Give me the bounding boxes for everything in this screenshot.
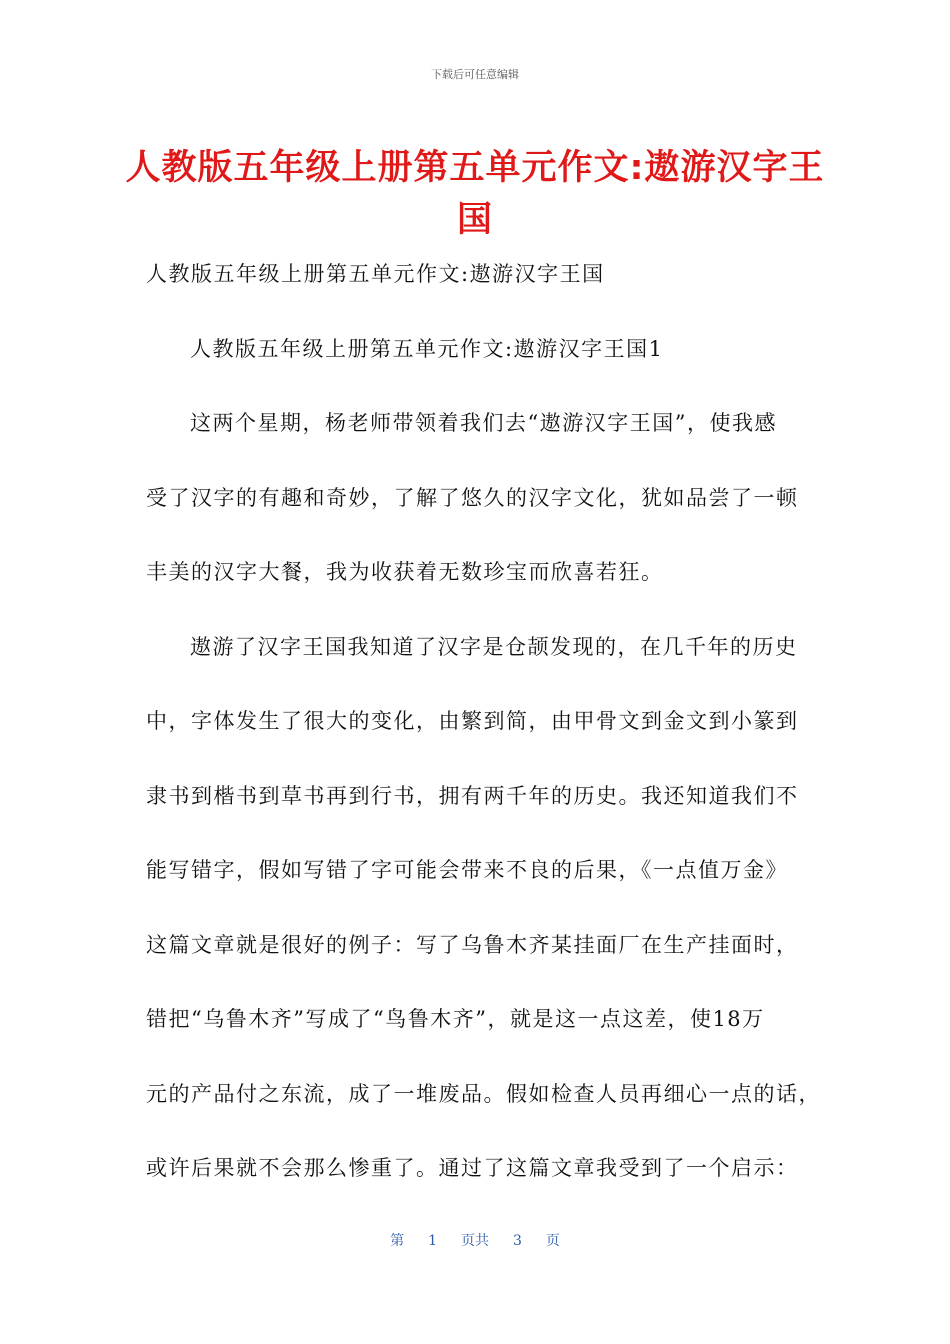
paragraph-line: 中，字体发生了很大的变化，由繁到简，由甲骨文到金文到小篆到 xyxy=(146,709,799,733)
paragraph-line: 这两个星期，杨老师带领着我们去“遨游汉字王国”，使我感 xyxy=(190,411,777,435)
paragraph-line: 丰美的汉字大餐，我为收获着无数珍宝而欣喜若狂。 xyxy=(146,560,664,584)
total-pages: 3 xyxy=(513,1233,522,1249)
paragraph-line: 遨游了汉字王国我知道了汉字是仓颉发现的，在几千年的历史 xyxy=(190,635,798,659)
page-label: 第 xyxy=(390,1233,405,1249)
document-title: 人教版五年级上册第五单元作文:遨游汉字王国 xyxy=(125,148,825,240)
page-number: 1 xyxy=(428,1233,437,1249)
total-label: 页共 xyxy=(461,1233,489,1249)
header-note: 下载后可任意编辑 xyxy=(431,68,519,81)
paragraph-line: 隶书到楷书到草书再到行书，拥有两千年的历史。我还知道我们不 xyxy=(146,784,799,808)
paragraph-line: 或许后果就不会那么惨重了。通过了这篇文章我受到了一个启示： xyxy=(146,1156,799,1180)
section-heading: 人教版五年级上册第五单元作文:遨游汉字王国1 xyxy=(190,337,664,361)
paragraph-line: 错把“乌鲁木齐”写成了“鸟鲁木齐”，就是这一点这差，使18万 xyxy=(146,1007,765,1031)
intro-line: 人教版五年级上册第五单元作文:遨游汉字王国 xyxy=(146,262,605,286)
page-footer xyxy=(0,1230,950,1250)
paragraph-line: 元的产品付之东流，成了一堆废品。假如检查人员再细心一点的话， xyxy=(146,1082,821,1106)
paragraph-line: 能写错字，假如写错了字可能会带来不良的后果，《一点值万金》 xyxy=(146,858,788,882)
paragraph-line: 这篇文章就是很好的例子：写了乌鲁木齐某挂面厂在生产挂面时， xyxy=(146,933,799,957)
page-suffix: 页 xyxy=(545,1233,560,1249)
paragraph-line: 受了汉字的有趣和奇妙，了解了悠久的汉字文化，犹如品尝了一顿 xyxy=(146,486,799,510)
